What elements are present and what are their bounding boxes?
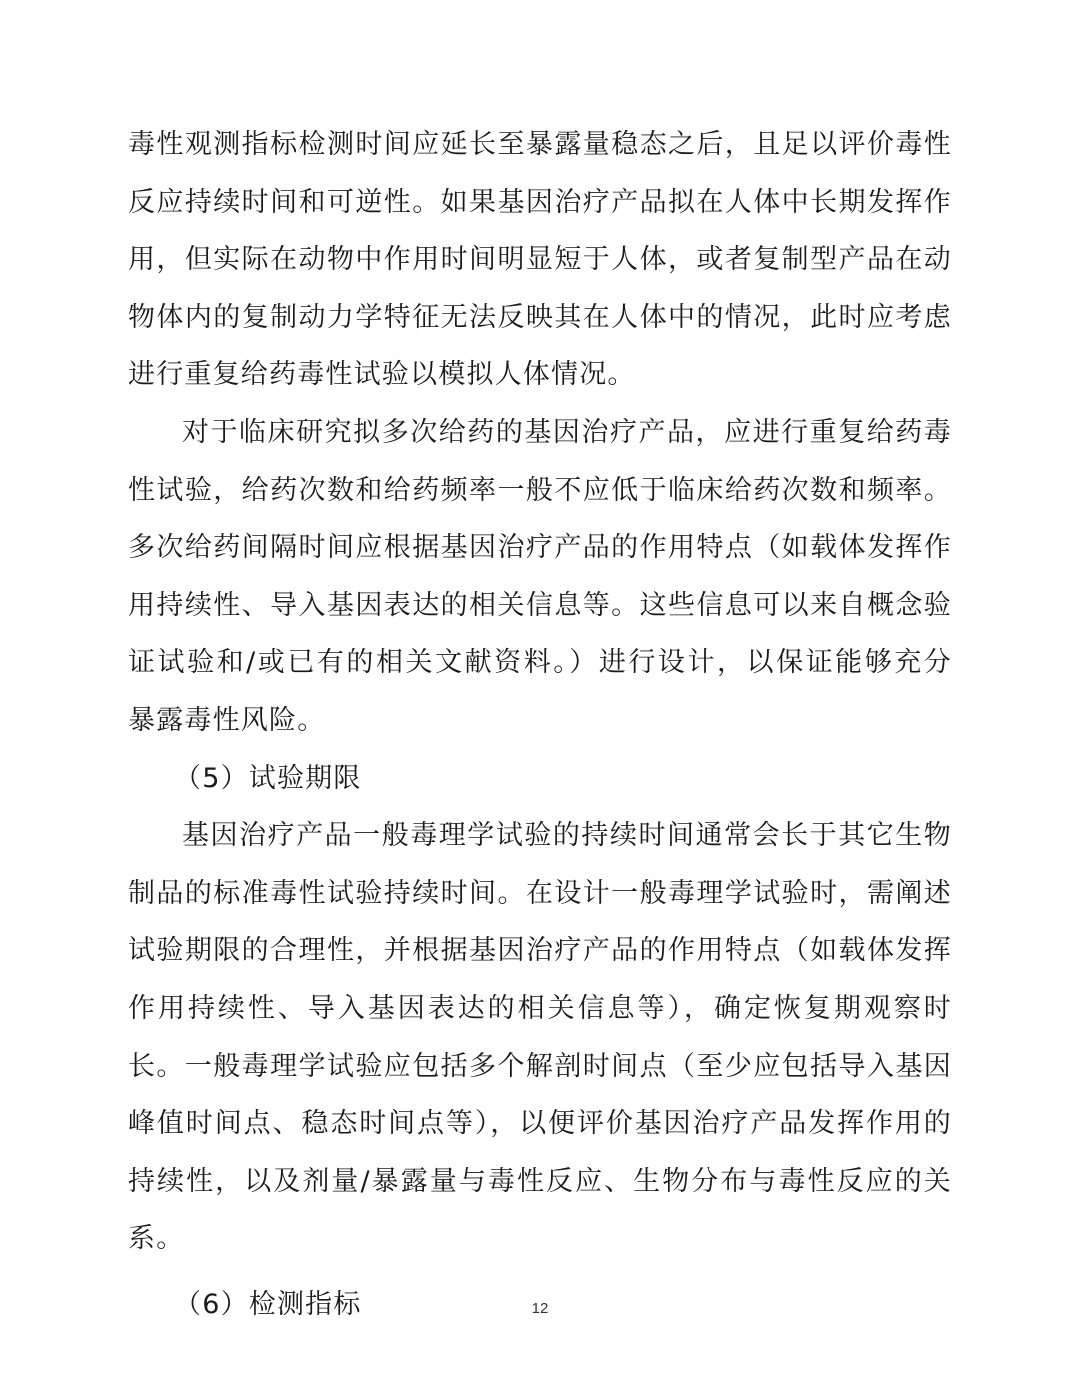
text-line: 持续性，以及剂量/暴露量与毒性反应、生物分布与毒性反应的关: [128, 1165, 952, 1197]
text-line: 反应持续时间和可逆性。如果基因治疗产品拟在人体中长期发挥作: [128, 186, 952, 218]
text-line: 峰值时间点、稳态时间点等），以便评价基因治疗产品发挥作用的: [128, 1108, 952, 1140]
text-line: 进行重复给药毒性试验以模拟人体情况。: [128, 359, 636, 391]
paragraph: [128, 404, 952, 750]
heading-text: （6）检测指标: [174, 1288, 362, 1320]
text-line: 制品的标准毒性试验持续时间。在设计一般毒理学试验时，需阐述: [128, 877, 952, 909]
text-line: 暴露毒性风险。: [128, 704, 326, 736]
text-line: 证试验和/或已有的相关文献资料。）进行设计，以保证能够充分: [128, 647, 952, 679]
text-line: 作用持续性、导入基因表达的相关信息等），确定恢复期观察时: [128, 992, 952, 1024]
text-line: 长。一般毒理学试验应包括多个解剖时间点（至少应包括导入基因: [128, 1050, 952, 1082]
text-line: 多次给药间隔时间应根据基因治疗产品的作用特点（如载体发挥作: [128, 532, 952, 564]
text-line: 试验期限的合理性，并根据基因治疗产品的作用特点（如载体发挥: [128, 935, 952, 967]
text-line: 用，但实际在动物中作用时间明显短于人体，或者复制型产品在动: [128, 244, 952, 276]
text-line: 毒性观测指标检测时间应延长至暴露量稳态之后，且足以评价毒性: [128, 129, 952, 160]
paragraph: [128, 116, 952, 404]
paragraph: [128, 807, 952, 1268]
text-line: 用持续性、导入基因表达的相关信息等。这些信息可以来自概念验: [128, 589, 952, 621]
page-number: 12: [531, 1300, 549, 1317]
section-heading: [128, 750, 952, 808]
heading-text: （5）试验期限: [174, 762, 362, 794]
text-line: 对于临床研究拟多次给药的基因治疗产品，应进行重复给药毒: [182, 416, 952, 448]
text-line: 系。: [128, 1223, 185, 1255]
page-body: [128, 116, 952, 1333]
text-line: 物体内的复制动力学特征无法反映其在人体中的情况，此时应考虑: [128, 301, 952, 333]
text-line: 基因治疗产品一般毒理学试验的持续时间通常会长于其它生物: [182, 820, 952, 852]
text-line: 性试验，给药次数和给药频率一般不应低于临床给药次数和频率。: [128, 474, 952, 506]
